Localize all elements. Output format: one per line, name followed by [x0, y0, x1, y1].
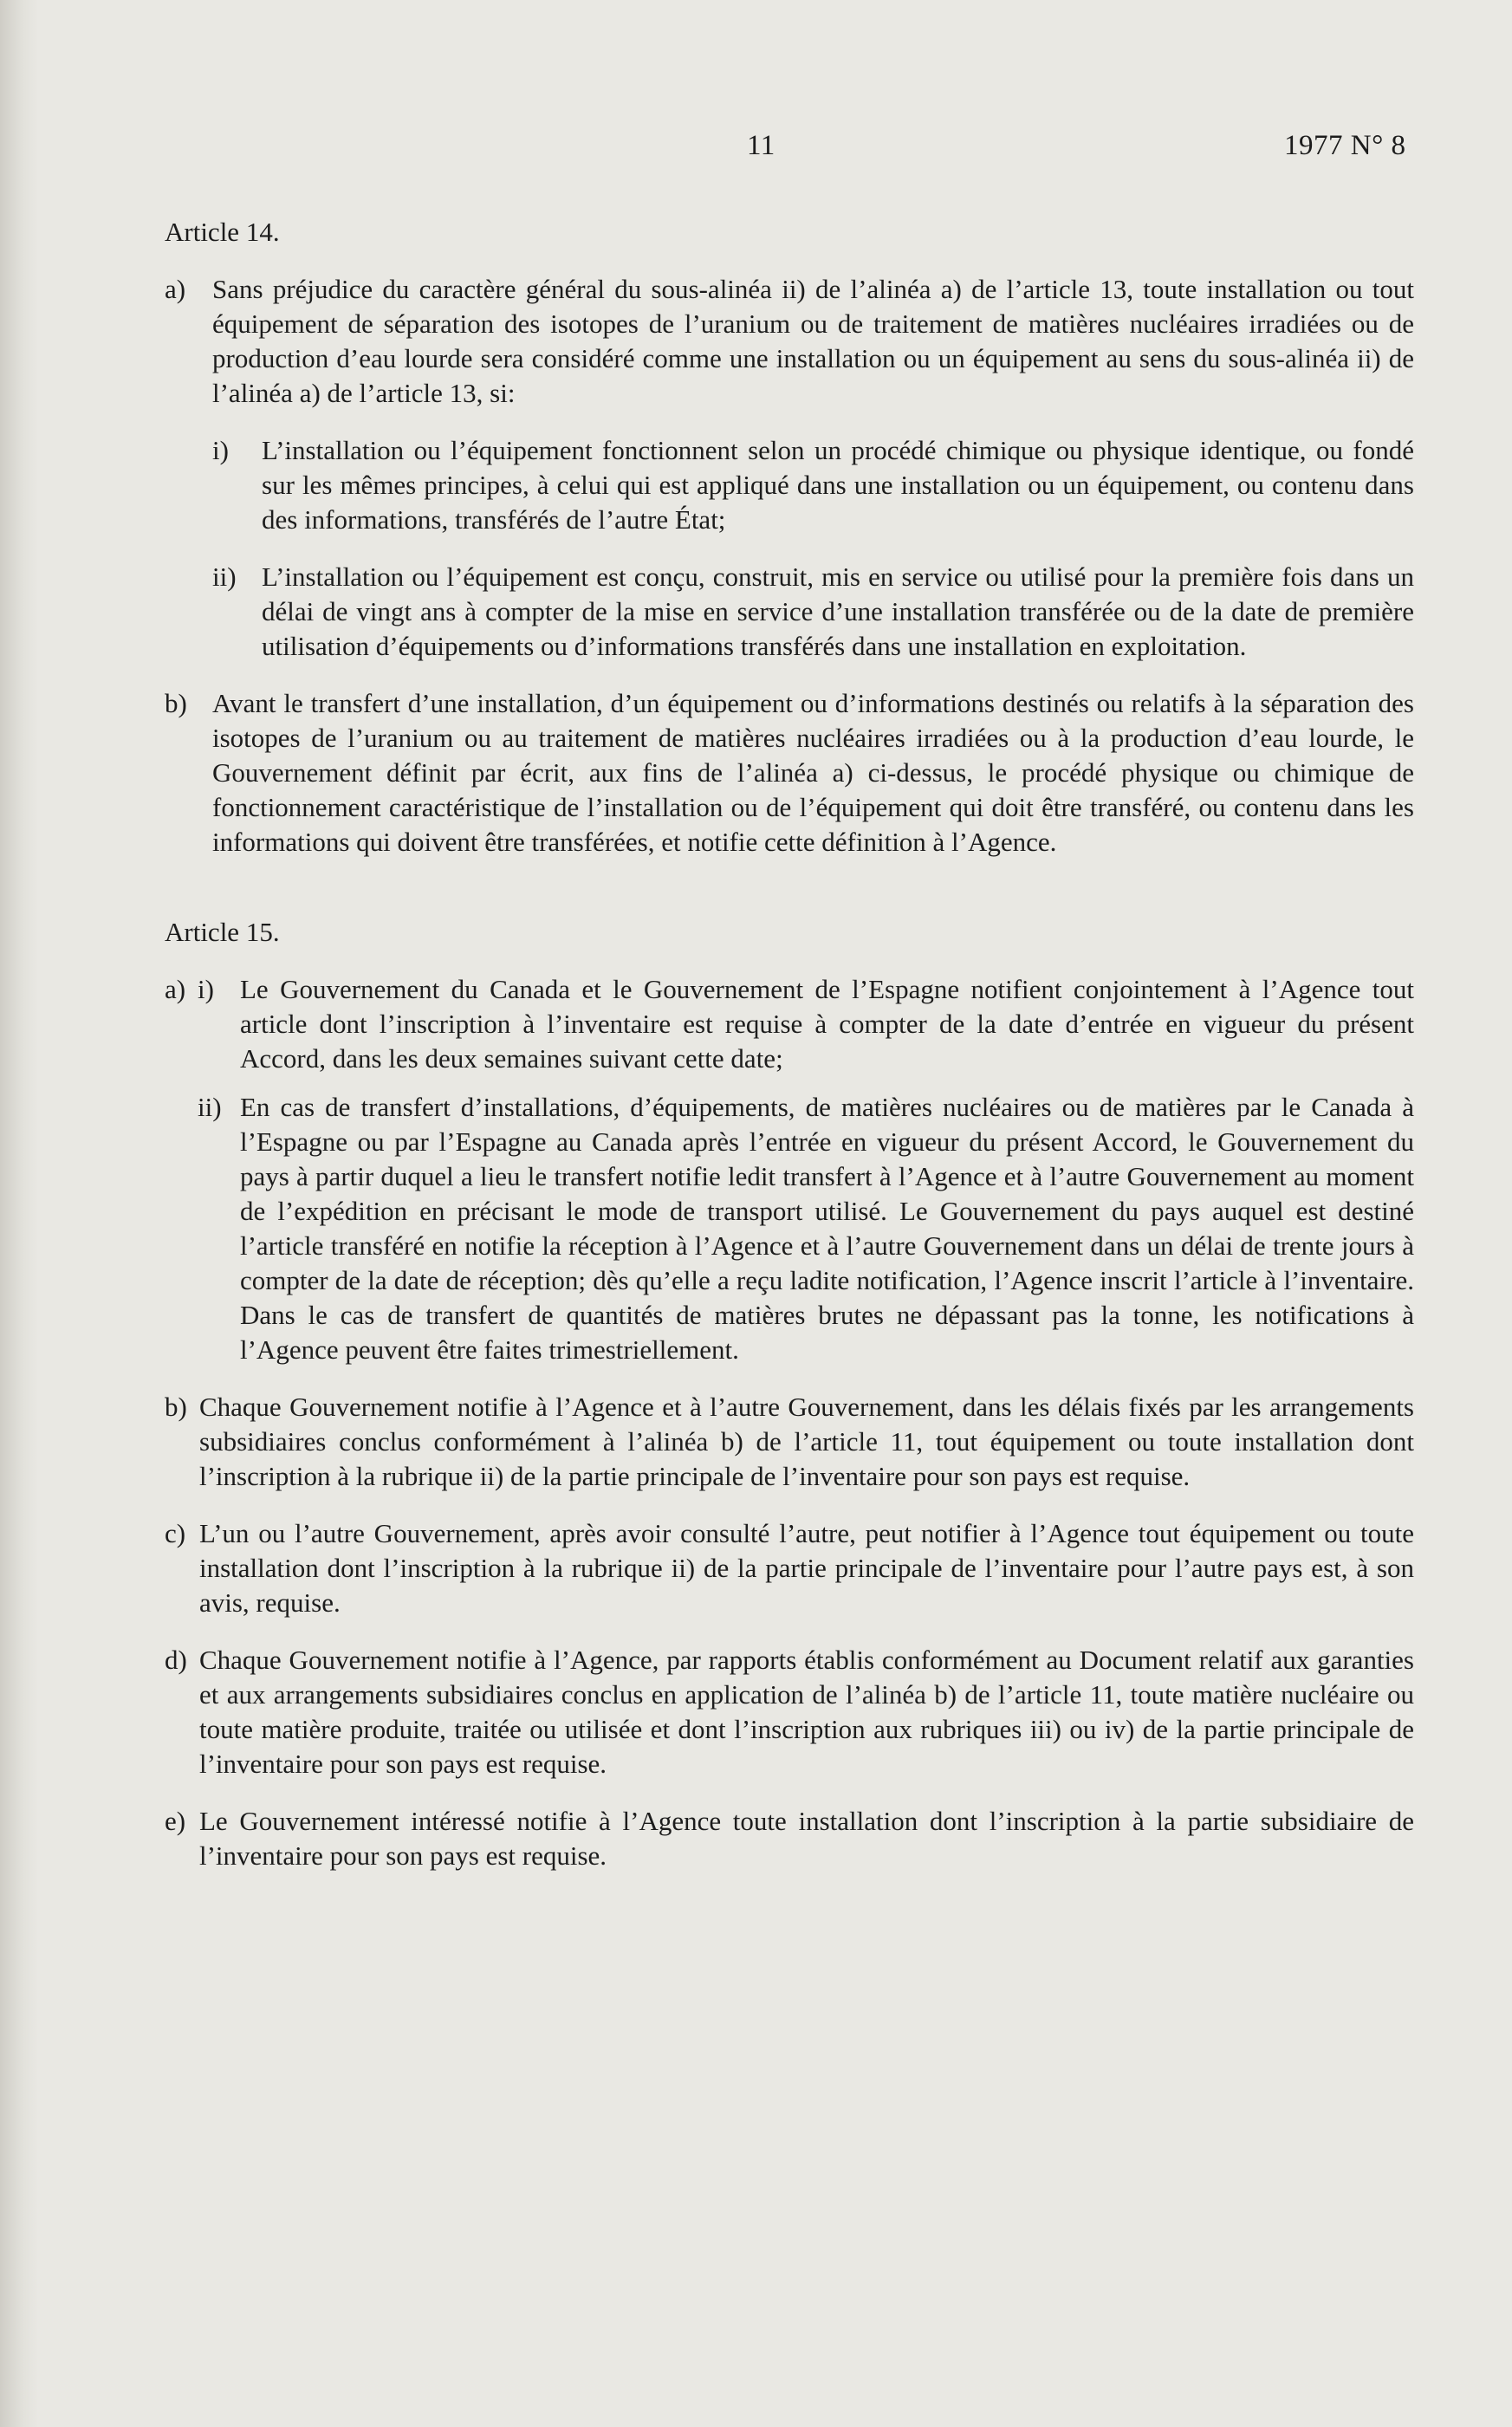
paragraph-label: e) [165, 1806, 186, 1836]
paragraph-label: d) [165, 1645, 187, 1675]
article-15-paragraph-e [165, 1804, 1414, 1873]
article-14-title: Article 14. [165, 217, 280, 247]
article-15-paragraph-d [165, 1643, 1414, 1781]
article-15-title: Article 15. [165, 917, 280, 947]
article-15-paragraph-c [165, 1516, 1414, 1620]
paragraph-label: a) [165, 974, 186, 1004]
paragraph-label: a) [165, 274, 186, 304]
page-number: 11 [747, 130, 775, 161]
article-15 [165, 915, 1414, 1873]
article-15-paragraph-b [165, 1390, 1414, 1494]
item-text: Le Gouvernement du Canada et le Gouvernement de l’Espagne notifient conjointement à l’Agence tout article dont l’inscription à l’inventaire est requise à compter de la date d’entrée en vigueur du présent Accord, dans les deux semaines suivant cette date; [240, 974, 1414, 1074]
item-label: ii) [212, 561, 237, 592]
article-15-paragraph-a [165, 972, 1414, 1367]
paragraph-text: Le Gouvernement intéressé notifie à l’Agence toute installation dont l’inscription à la partie subsidiaire de l’inventaire pour son pays est requise. [199, 1806, 1414, 1871]
document-body [165, 215, 1414, 1873]
item-text: L’installation ou l’équipement fonctionnent selon un procédé chimique ou physique identique, ou fondé sur les mêmes principes, à celui qui est appliqué dans une installation ou un équipement, ou contenu dans des informations, transférés de l’autre État; [262, 435, 1414, 535]
paragraph-text: Sans préjudice du caractère général du sous-alinéa ii) de l’alinéa a) de l’article 13, toute installation ou tout équipement de séparation des isotopes de l’uranium ou de traitement de matières nucléaires irradiées ou de production d’eau lourde sera considéré comme une installation ou un équipement au sens du sous-alinéa ii) de l’alinéa a) de l’article 13, si: [212, 274, 1414, 408]
paragraph-text: Chaque Gouvernement notifie à l’Agence, par rapports établis conformément au Document relatif aux garanties et aux arrangements subsidiaires conclus en application de l’alinéa b) de l’article 11, toute matière nucléaire ou toute matière produite, traitée ou utilisée et dont l’inscription aux rubriques iii) ou iv) de la partie principale de l’inventaire pour son pays est requise. [199, 1645, 1414, 1779]
article-15-a-item-i [199, 972, 1414, 1076]
item-text: En cas de transfert d’installations, d’équipements, de matières nucléaires ou de matières par le Canada à l’Espagne ou par l’Espagne au Canada après l’entrée en vigueur du présent Accord, le Gouvernement du pays à partir duquel a lieu le transfert notifie ledit transfert à l’Agence et à l’autre Gouvernement au moment de l’expédition en précisant le mode de transport utilisé. Le Gouvernement du pays auquel est destiné l’article transféré en notifie la réception à l’Agence et à l’autre Gouvernement dans un délai de trente jours à compter de la date de réception; dès qu’elle a reçu ladite notification, l’Agence inscrit l’article à l’inventaire. Dans le cas de transfert de quantités de matières brutes ne dépassant pas la tonne, les notifications à l’Agence peuvent être faites trimestriellement. [240, 1092, 1414, 1365]
article-14-a-item-i [212, 433, 1414, 537]
item-label: ii) [198, 1092, 222, 1122]
paragraph-text: Chaque Gouvernement notifie à l’Agence et à l’autre Gouvernement, dans les délais fixés par les arrangements subsidiaires conclus conformément à l’alinéa b) de l’article 11, tout équipement ou toute installation dont l’inscription à la rubrique ii) de la partie principale de l’inventaire pour son pays est requise. [199, 1392, 1414, 1491]
article-14-paragraph-b [165, 686, 1414, 860]
document-reference: 1977 N° 8 [1284, 130, 1406, 161]
paragraph-text: Avant le transfert d’une installation, d’un équipement ou d’informations destinés ou relatifs à la séparation des isotopes de l’uranium ou au traitement de matières nucléaires irradiées ou à la production d’eau lourde, le Gouvernement définit par écrit, aux fins de l’alinéa a) ci-dessus, le procédé physique ou chimique de fonctionnement caractéristique de l’installation ou de l’équipement qui doit être transféré, ou contenu dans les informations qui doivent être transférées, et notifie cette définition à l’Agence. [212, 688, 1414, 857]
paragraph-label: b) [165, 1392, 187, 1422]
article-14 [165, 215, 1414, 860]
item-label: i) [198, 974, 214, 1004]
paragraph-label: c) [165, 1518, 186, 1548]
article-14-paragraph-a [165, 272, 1414, 664]
article-15-a-item-ii [199, 1090, 1414, 1367]
item-text: L’installation ou l’équipement est conçu, construit, mis en service ou utilisé pour la première fois dans un délai de vingt ans à compter de la mise en service d’une installation transférée ou de la date de première utilisation d’équipements ou d’informations transférés dans une installation en exploitation. [262, 561, 1414, 661]
page-binding-edge [0, 0, 38, 2427]
article-14-a-item-ii [212, 560, 1414, 664]
item-label: i) [212, 435, 229, 465]
paragraph-text: L’un ou l’autre Gouvernement, après avoir consulté l’autre, peut notifier à l’Agence tout équipement ou toute installation dont l’inscription à la rubrique ii) de la partie principale de l’inventaire pour l’autre pays est, à son avis, requise. [199, 1518, 1414, 1618]
paragraph-label: b) [165, 688, 187, 718]
